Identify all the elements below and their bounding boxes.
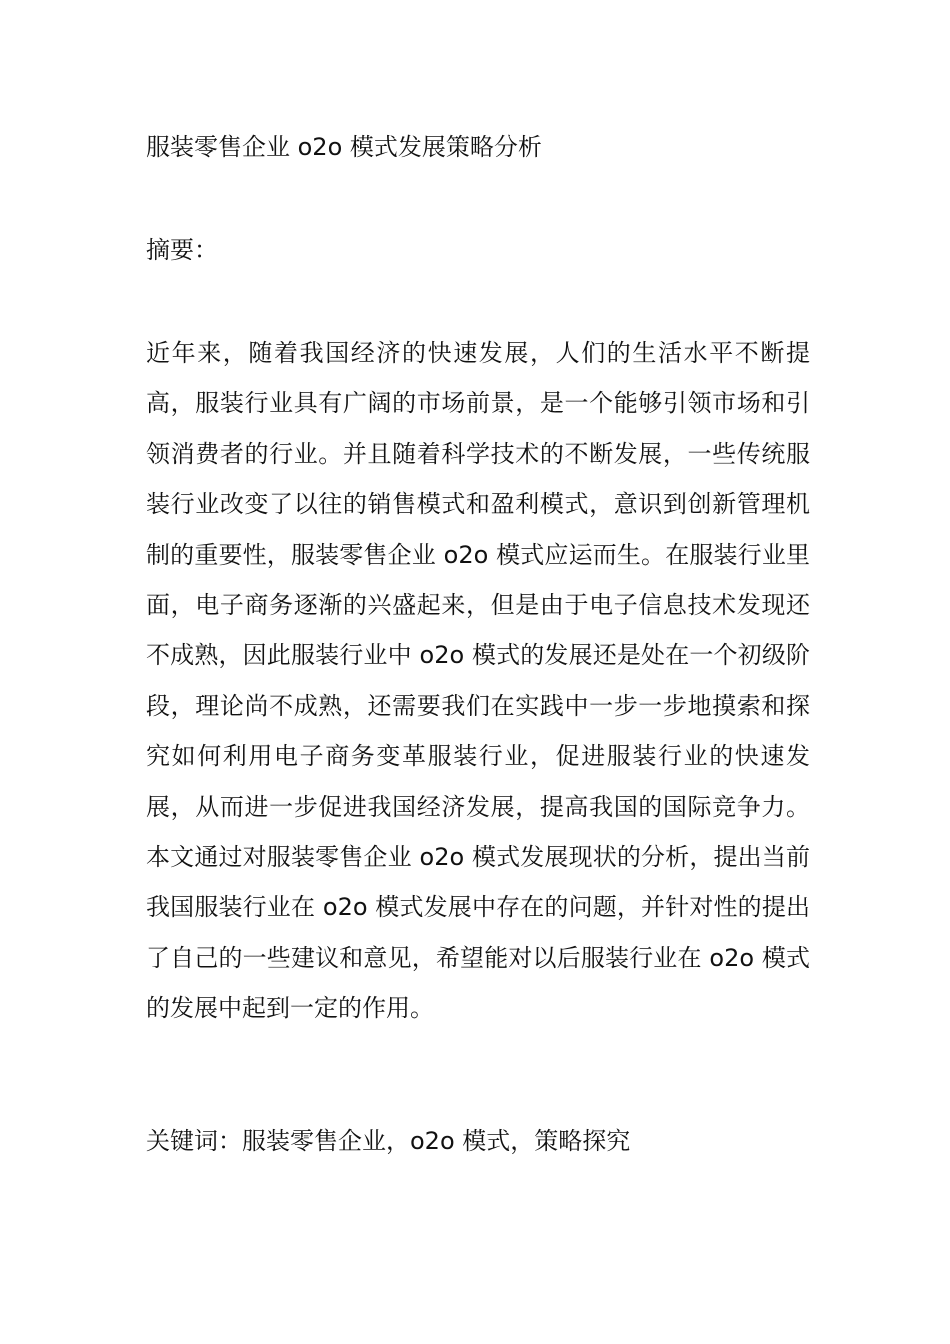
document-title: 服装零售企业 o2o 模式发展策略分析 bbox=[146, 133, 542, 161]
abstract-heading: 摘要： bbox=[146, 236, 218, 264]
abstract-paragraph: 近年来，随着我国经济的快速发展，人们的生活水平不断提高，服装行业具有广阔的市场前景，是一个能够引领市场和引领消费者的行业。并且随着科学技术的不断发展，一些传统服装行业改变了以往的销售模式和盈利模式，意识到创新管理机制的重要性，服装零售企业 o2o 模式应运而生。在服装行业里面，电子商务逐渐的兴盛起来，但是由于电子信息技术发现还不成熟，因此服装行业中 o2o 模式的发展还是处在一个初级阶段，理论尚不成熟，还需要我们在实践中一步一步地摸索和探究如何利用电子商务变革服装行业，促进服装行业的快速发展，从而进一步促进我国经济发展，提高我国的国际竞争力。本文通过对服装零售企业 o2o 模式发展现状的分析，提出当前我国服装行业在 o2o 模式发展中存在的问题，并针对性的提出了自己的一些建议和意见，希望能对以后服装行业在 o2o 模式的发展中起到一定的作用。 bbox=[146, 339, 810, 1023]
keywords-line: 关键词：服装零售企业，o2o 模式，策略探究 bbox=[146, 1127, 631, 1155]
